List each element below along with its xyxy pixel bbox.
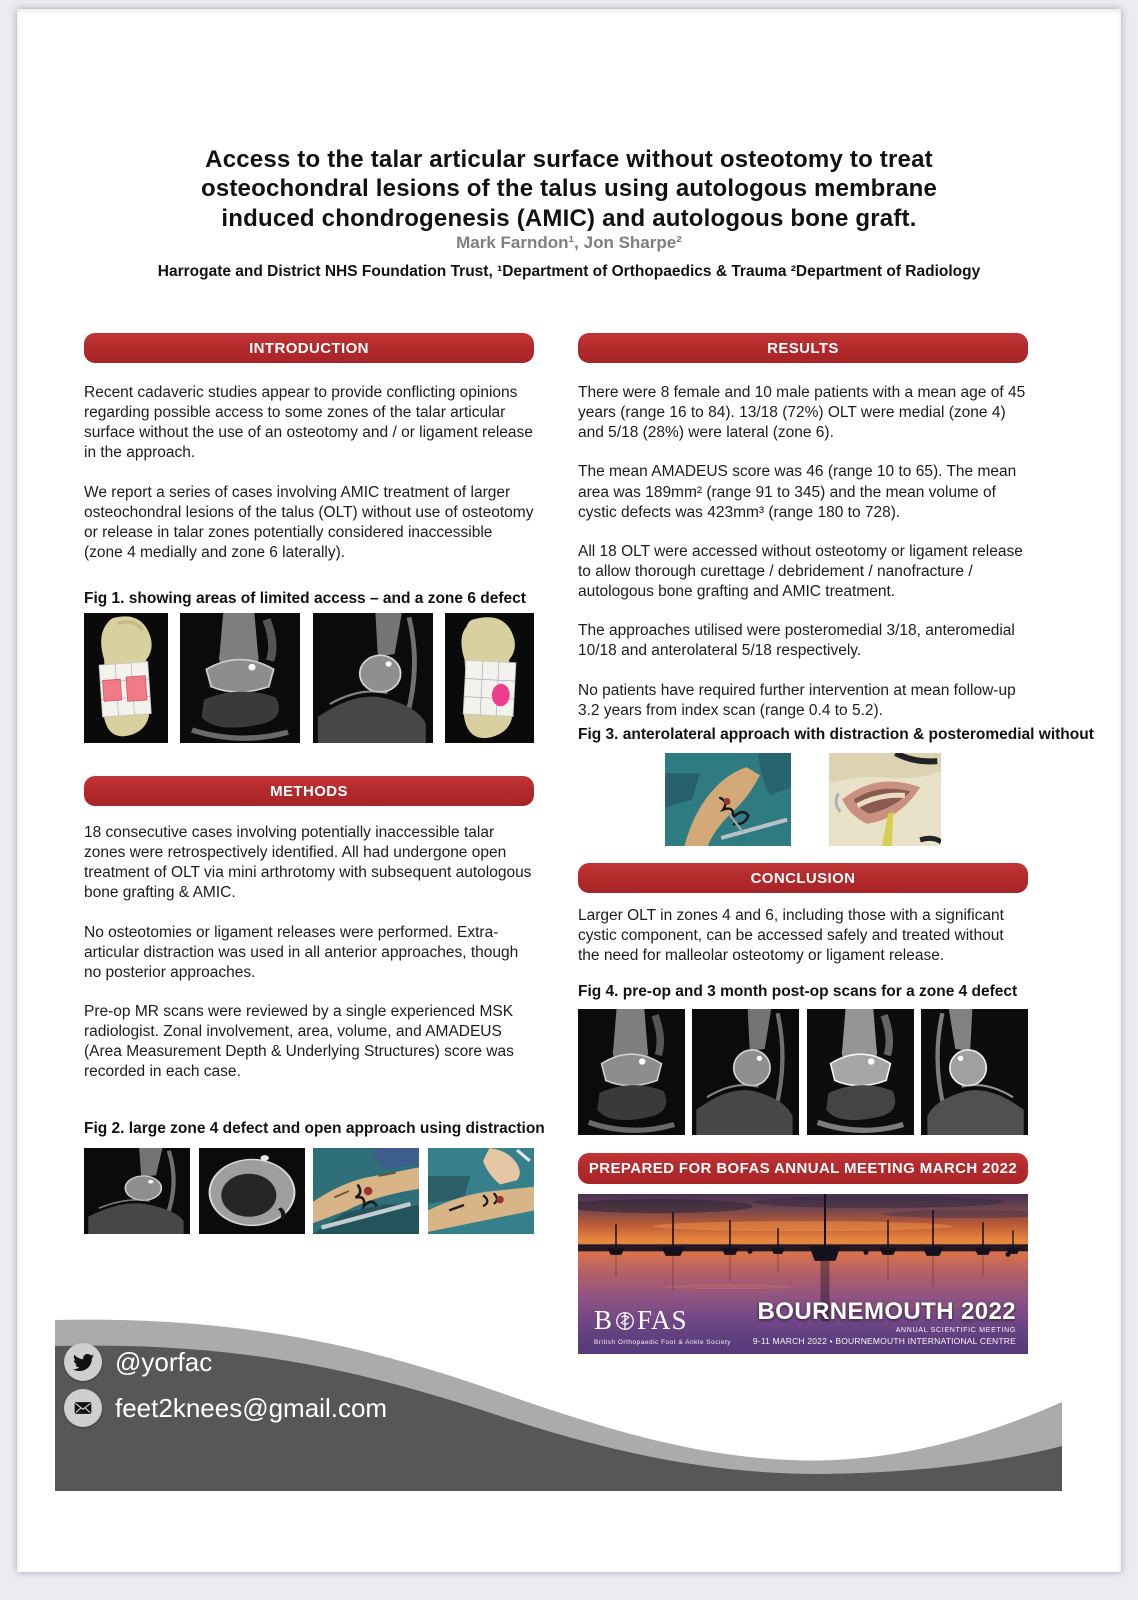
poster-affiliation: Harrogate and District NHS Foundation Trust, ¹Department of Orthopaedics & Trauma ²Department of Radiology bbox=[157, 263, 981, 280]
poster-title: Access to the talar articular surface without osteotomy to treat osteochondral lesions of the talus using autologous membrane induced chondrogenesis (AMIC) and autologous bone graft. bbox=[200, 146, 938, 232]
fig2-image-surgery-hand bbox=[428, 1148, 534, 1234]
paragraph: Pre-op MR scans were reviewed by a single experienced MSK radiologist. Zonal involvement, area, volume, and AMADEUS (Area Measurement Depth & Underlying Structures) score was recorded in each case. bbox=[84, 1002, 514, 1081]
methods-text bbox=[84, 823, 534, 1102]
section-heading-introduction: INTRODUCTION bbox=[84, 333, 534, 363]
email-icon bbox=[64, 1389, 102, 1427]
paragraph: There were 8 female and 10 male patients with a mean age of 45 years (range 16 to 84). 13/18 (72%) OLT were medial (zone 4) and 5/18 (28%) were lateral (zone 6). bbox=[578, 384, 1026, 442]
fig2-image-mri-axial bbox=[199, 1148, 305, 1234]
fig3-image-posteromedial-incision bbox=[829, 753, 941, 846]
fig2-caption: Fig 2. large zone 4 defect and open approach using distraction bbox=[84, 1120, 545, 1137]
results-text bbox=[578, 383, 1028, 740]
twitter-contact[interactable] bbox=[64, 1343, 212, 1381]
paragraph: All 18 OLT were accessed without osteotomy or ligament release to allow thorough curettage / debridement / nanofracture / autologous bone grafting and AMIC treatment. bbox=[578, 542, 1023, 601]
section-heading-conclusion: CONCLUSION bbox=[578, 863, 1028, 893]
fig4-image-preop-sagittal bbox=[692, 1009, 799, 1135]
fig1-caption: Fig 1. showing areas of limited access – and a zone 6 defect bbox=[84, 590, 526, 607]
paragraph: The mean AMADEUS score was 46 (range 10 to 65). The mean area was 189mm² (range 91 to 345) and the mean volume of cystic defects was 423mm³ (range 180 to 728). bbox=[578, 463, 1017, 521]
paragraph: Recent cadaveric studies appear to provide conflicting opinions regarding possible access to some zones of the talar articular surface without the use of an osteotomy and / or ligament release in the approach. bbox=[84, 384, 533, 462]
section-heading-results: RESULTS bbox=[578, 333, 1028, 363]
paragraph: The approaches utilised were posteromedial 3/18, anteromedial 10/18 and anterolateral 5/18 respectively. bbox=[578, 622, 1015, 660]
fig3-image-row bbox=[578, 753, 1028, 846]
fig4-image-postop-sagittal bbox=[921, 1009, 1028, 1135]
twitter-icon bbox=[64, 1343, 102, 1381]
fig2-image-mri-sagittal bbox=[84, 1148, 190, 1234]
section-heading-methods: METHODS bbox=[84, 776, 534, 806]
introduction-text bbox=[84, 383, 534, 582]
fig2-image-row bbox=[84, 1148, 534, 1234]
bofas-tagline: British Orthopaedic Foot & Ankle Society bbox=[594, 1339, 732, 1346]
fig3-caption: Fig 3. anterolateral approach with distraction & posteromedial without bbox=[578, 726, 1094, 743]
fig4-caption: Fig 4. pre-op and 3 month post-op scans for a zone 4 defect bbox=[578, 983, 1018, 1000]
fig4-image-row bbox=[578, 1009, 1028, 1135]
fig4-image-preop-coronal bbox=[578, 1009, 685, 1135]
fig1-image-mri-sagittal bbox=[313, 613, 433, 743]
conference-title: BOURNEMOUTH 2022 bbox=[757, 1298, 1016, 1325]
poster-authors: Mark Farndon¹, Jon Sharpe² bbox=[456, 233, 682, 252]
paragraph: No osteotomies or ligament releases were performed. Extra-articular distraction was used in all anterior approaches, though no posterior approaches. bbox=[84, 923, 519, 981]
email-address[interactable]: feet2knees@gmail.com bbox=[115, 1392, 388, 1423]
fig4-image-postop-coronal bbox=[807, 1009, 914, 1135]
paragraph: Larger OLT in zones 4 and 6, including those with a significant cystic component, can be accessed safely and treated without the need for malleolar osteotomy or ligament release. bbox=[578, 907, 1004, 965]
conclusion-text bbox=[578, 906, 1028, 985]
bofas-logo-fas: FAS bbox=[637, 1305, 688, 1335]
bofas-logo-b: B bbox=[594, 1305, 614, 1335]
fig1-image-talus-model-zones bbox=[84, 613, 168, 743]
fig2-image-surgery-distractor bbox=[313, 1148, 419, 1234]
conference-details: 9-11 MARCH 2022 • BOURNEMOUTH INTERNATIONAL CENTRE bbox=[752, 1336, 1016, 1346]
prepared-for-banner: PREPARED FOR BOFAS ANNUAL MEETING MARCH 2022 bbox=[578, 1153, 1028, 1184]
fig1-image-row bbox=[84, 613, 534, 743]
conference-subtitle: ANNUAL SCIENTIFIC MEETING bbox=[895, 1327, 1016, 1334]
fig3-image-anterolateral-distraction bbox=[665, 753, 791, 846]
paragraph: 18 consecutive cases involving potentially inaccessible talar zones were retrospectively identified. All had undergone open treatment of OLT via mini arthrotomy with subsequent autologous bone grafting & AMIC. bbox=[84, 824, 532, 902]
twitter-handle[interactable]: @yorfac bbox=[115, 1346, 213, 1377]
fig1-image-mri-coronal bbox=[180, 613, 300, 743]
paragraph: We report a series of cases involving AMIC treatment of larger osteochondral lesions of the talus (OLT) without use of osteotomy or release in talar zones potentially considered inaccessible (zone 4 medially and zone 6 laterally). bbox=[84, 483, 534, 561]
email-contact[interactable] bbox=[64, 1389, 387, 1427]
fig1-image-talus-model-defect bbox=[445, 613, 534, 743]
paragraph: No patients have required further intervention at mean follow-up 3.2 years from index scan (range 0.4 to 5.2). bbox=[578, 681, 1016, 719]
poster-page bbox=[17, 9, 1121, 1572]
